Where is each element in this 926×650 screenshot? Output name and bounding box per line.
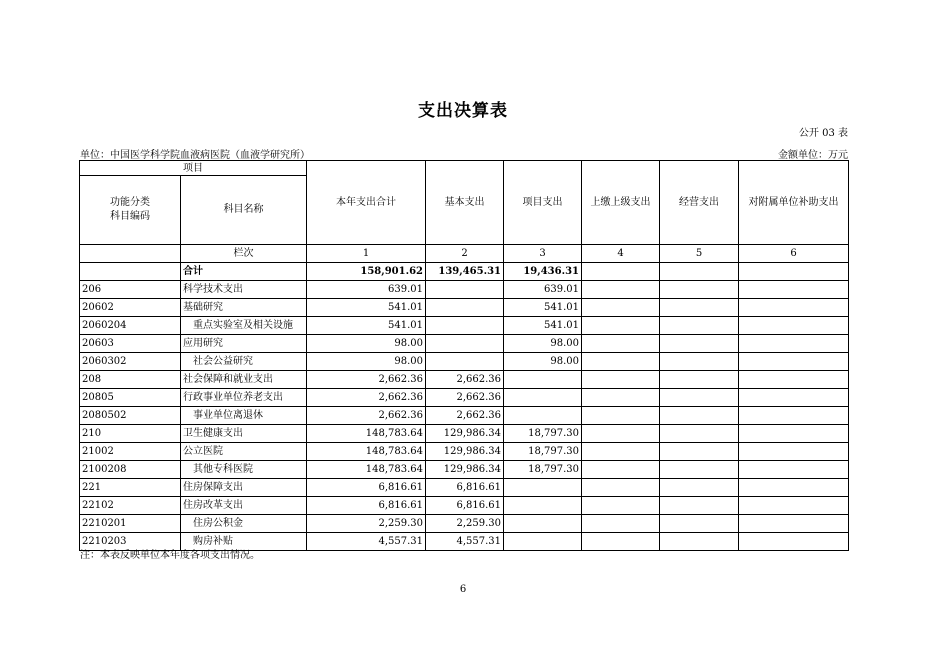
row-name: 行政事业单位养老支出 (181, 389, 307, 407)
row-name: 重点实验室及相关设施 (181, 317, 307, 335)
table-row (80, 281, 849, 299)
row-name: 卫生健康支出 (181, 425, 307, 443)
row-basic: 2,662.36 (426, 407, 504, 425)
row-total: 148,783.64 (307, 443, 426, 461)
row-code: 208 (80, 371, 181, 389)
total-label: 合计 (181, 263, 307, 281)
total-upper (582, 263, 660, 281)
header-project: 项目 (80, 161, 307, 176)
table-row (80, 371, 849, 389)
expenditure-table (79, 160, 849, 551)
row-project (504, 407, 582, 425)
row-project (504, 389, 582, 407)
header-subject-name: 科目名称 (181, 176, 307, 245)
row-project (504, 533, 582, 551)
row-code: 2060204 (80, 317, 181, 335)
page-title: 支出决算表 (418, 101, 508, 121)
table-row (80, 425, 849, 443)
row-total: 6,816.61 (307, 479, 426, 497)
row-name: 住房改革支出 (181, 497, 307, 515)
amount-unit-label: 金额单位：万元 (778, 150, 848, 161)
row-name: 住房保障支出 (181, 479, 307, 497)
total-business (660, 263, 739, 281)
row-basic (426, 353, 504, 371)
row-index-label: 栏次 (181, 245, 307, 263)
row-name: 科学技术支出 (181, 281, 307, 299)
row-basic: 2,662.36 (426, 371, 504, 389)
header-func-class-line1: 功能分类 (110, 197, 150, 208)
row-total: 541.01 (307, 299, 426, 317)
row-code: 2210201 (80, 515, 181, 533)
table-row (80, 317, 849, 335)
row-code: 21002 (80, 443, 181, 461)
table-row (80, 515, 849, 533)
row-total: 2,662.36 (307, 407, 426, 425)
row-index-1: 1 (307, 245, 426, 263)
table-row (80, 407, 849, 425)
header-func-class-line2: 科目编码 (110, 211, 150, 222)
row-basic: 6,816.61 (426, 479, 504, 497)
row-basic: 6,816.61 (426, 497, 504, 515)
table-row (80, 299, 849, 317)
row-name: 事业单位离退休 (181, 407, 307, 425)
row-code: 2210203 (80, 533, 181, 551)
row-name: 基础研究 (181, 299, 307, 317)
row-project (504, 371, 582, 389)
row-project (504, 515, 582, 533)
row-name: 应用研究 (181, 335, 307, 353)
row-code: 20603 (80, 335, 181, 353)
table-row (80, 479, 849, 497)
row-project: 98.00 (504, 353, 582, 371)
row-code: 210 (80, 425, 181, 443)
row-code: 20805 (80, 389, 181, 407)
header-col-project: 项目支出 (504, 161, 582, 245)
row-basic (426, 335, 504, 353)
row-project: 18,797.30 (504, 443, 582, 461)
table-row (80, 461, 849, 479)
row-code: 206 (80, 281, 181, 299)
row-project: 98.00 (504, 335, 582, 353)
unit-label: 单位：中国医学科学院血液病医院（血液学研究所） (80, 150, 310, 161)
row-project (504, 497, 582, 515)
row-name: 社会保障和就业支出 (181, 371, 307, 389)
row-code: 22102 (80, 497, 181, 515)
row-total: 148,783.64 (307, 425, 426, 443)
row-name: 社会公益研究 (181, 353, 307, 371)
row-basic (426, 317, 504, 335)
table-row (80, 497, 849, 515)
header-col-business: 经营支出 (660, 161, 739, 245)
row-total: 98.00 (307, 335, 426, 353)
row-index-5: 5 (660, 245, 739, 263)
row-basic: 2,662.36 (426, 389, 504, 407)
row-project (504, 479, 582, 497)
row-basic: 129,986.34 (426, 425, 504, 443)
total-sum: 158,901.62 (307, 263, 426, 281)
row-project: 541.01 (504, 299, 582, 317)
row-index-3: 3 (504, 245, 582, 263)
row-basic: 129,986.34 (426, 443, 504, 461)
row-index-6: 6 (739, 245, 849, 263)
row-project: 18,797.30 (504, 425, 582, 443)
row-index-blank (80, 245, 181, 263)
row-basic (426, 281, 504, 299)
row-total: 2,259.30 (307, 515, 426, 533)
row-code: 2100208 (80, 461, 181, 479)
row-total: 2,662.36 (307, 389, 426, 407)
row-total: 639.01 (307, 281, 426, 299)
header-col-upper: 上缴上级支出 (582, 161, 660, 245)
page-number: 6 (459, 584, 467, 595)
total-subsidy (739, 263, 849, 281)
header-func-class (80, 176, 181, 245)
total-code-blank (80, 263, 181, 281)
row-basic (426, 299, 504, 317)
header-col-basic: 基本支出 (426, 161, 504, 245)
row-code: 20602 (80, 299, 181, 317)
header-col-total: 本年支出合计 (307, 161, 426, 245)
table-row (80, 389, 849, 407)
form-number: 公开 03 表 (798, 128, 848, 139)
row-name: 公立医院 (181, 443, 307, 461)
row-basic: 2,259.30 (426, 515, 504, 533)
row-total: 541.01 (307, 317, 426, 335)
row-total: 148,783.64 (307, 461, 426, 479)
row-total: 98.00 (307, 353, 426, 371)
table-row (80, 443, 849, 461)
row-total: 6,816.61 (307, 497, 426, 515)
row-total: 2,662.36 (307, 371, 426, 389)
header-col-subsidy: 对附属单位补助支出 (739, 161, 849, 245)
row-name: 其他专科医院 (181, 461, 307, 479)
total-project: 19,436.31 (504, 263, 582, 281)
row-code: 221 (80, 479, 181, 497)
row-basic: 4,557.31 (426, 533, 504, 551)
table-row (80, 353, 849, 371)
row-index-4: 4 (582, 245, 660, 263)
row-project: 541.01 (504, 317, 582, 335)
row-index-2: 2 (426, 245, 504, 263)
row-name: 购房补贴 (181, 533, 307, 551)
total-basic: 139,465.31 (426, 263, 504, 281)
row-project: 18,797.30 (504, 461, 582, 479)
row-basic: 129,986.34 (426, 461, 504, 479)
row-name: 住房公积金 (181, 515, 307, 533)
table-note: 注：本表反映单位本年度各项支出情况。 (80, 550, 260, 561)
row-project: 639.01 (504, 281, 582, 299)
row-code: 2060302 (80, 353, 181, 371)
row-total: 4,557.31 (307, 533, 426, 551)
table-row (80, 335, 849, 353)
row-code: 2080502 (80, 407, 181, 425)
